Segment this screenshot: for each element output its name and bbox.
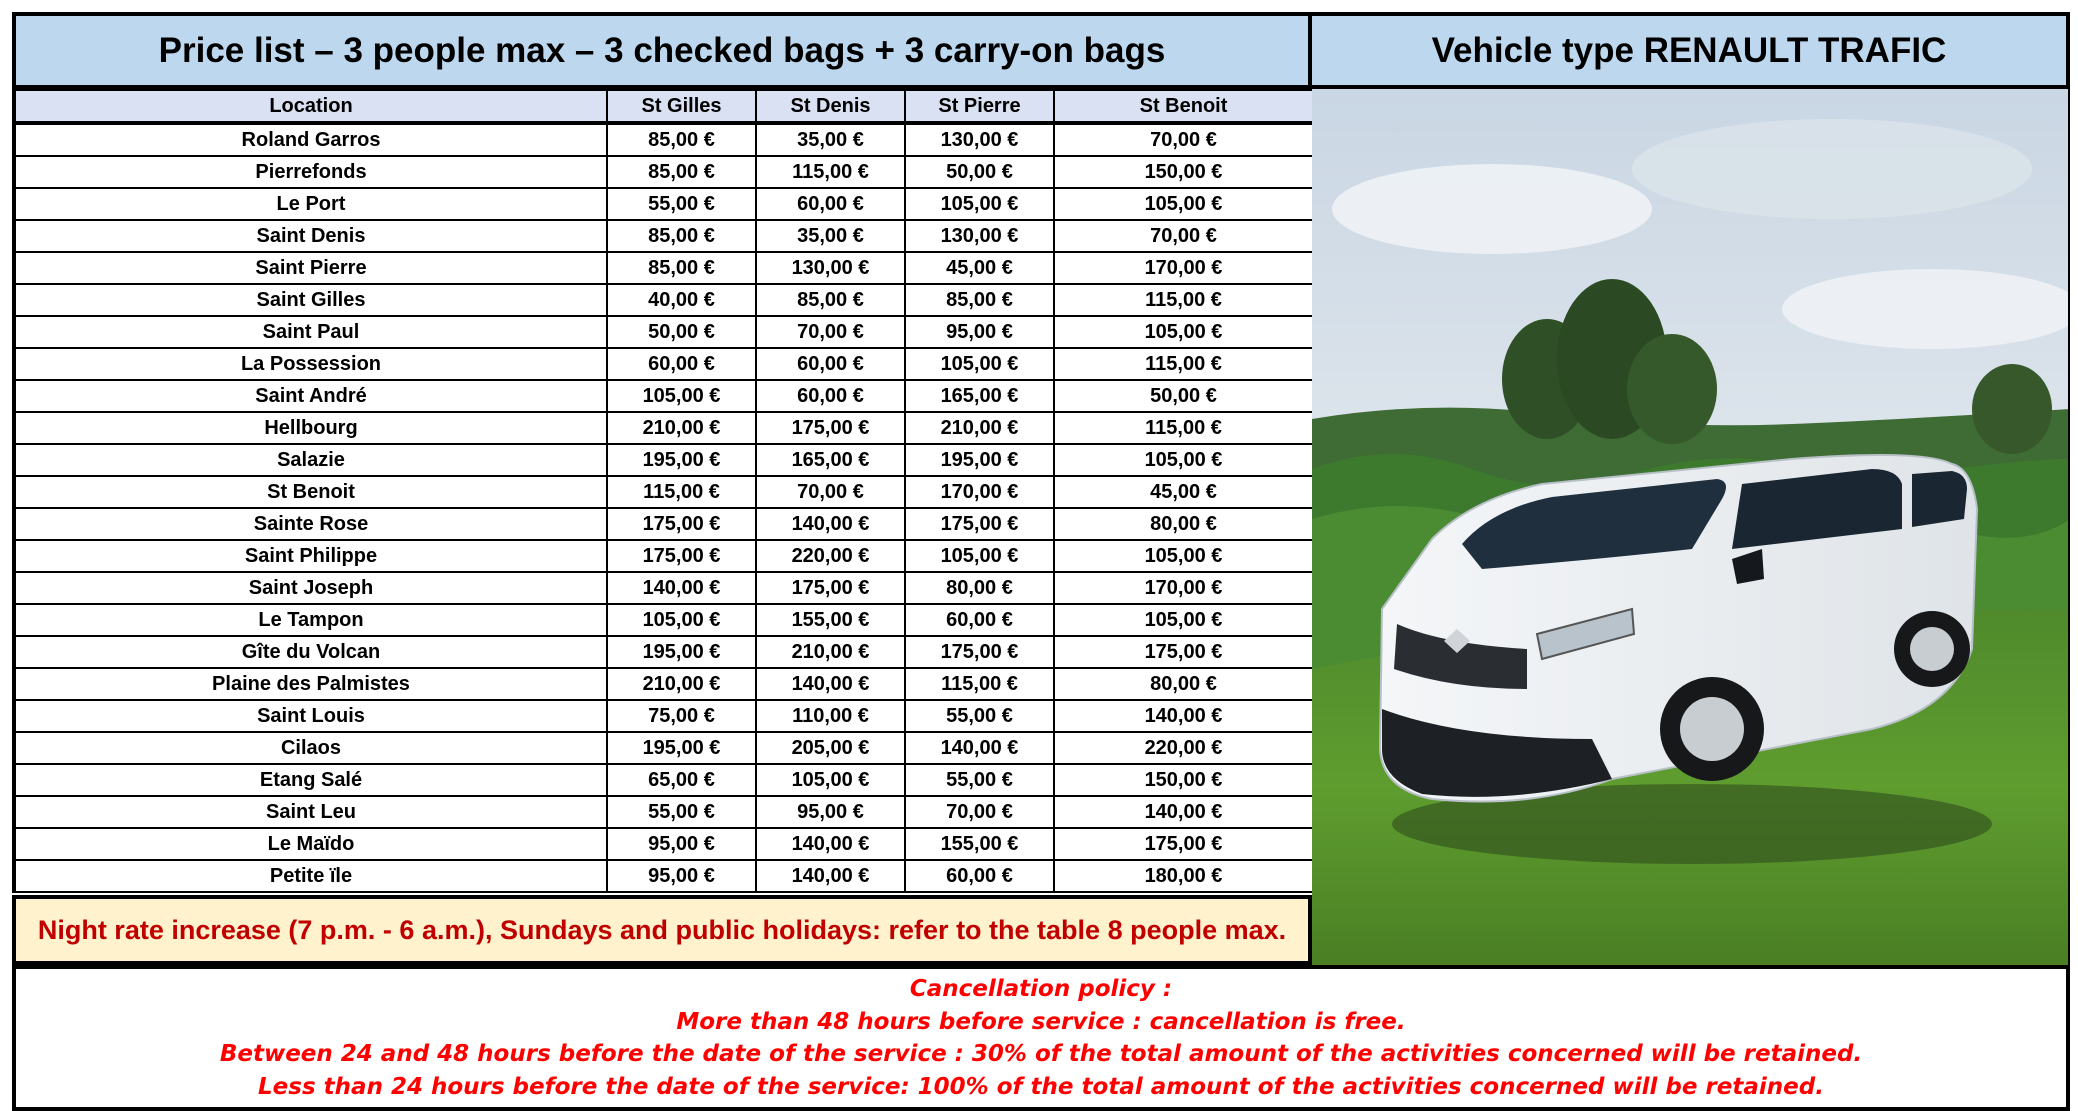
price-cell: 40,00 € xyxy=(607,284,756,316)
price-cell: 70,00 € xyxy=(905,796,1054,828)
table-row xyxy=(14,828,1314,860)
price-cell: 85,00 € xyxy=(607,220,756,252)
table-row xyxy=(14,220,1314,252)
price-cell: 80,00 € xyxy=(905,572,1054,604)
location-cell: Roland Garros xyxy=(14,123,607,156)
price-cell: 130,00 € xyxy=(756,252,905,284)
price-cell: 105,00 € xyxy=(905,188,1054,220)
vehicle-photo xyxy=(1312,89,2070,965)
price-cell: 115,00 € xyxy=(1054,348,1314,380)
price-cell: 115,00 € xyxy=(1054,284,1314,316)
price-cell: 70,00 € xyxy=(756,476,905,508)
price-cell: 210,00 € xyxy=(905,412,1054,444)
table-row xyxy=(14,123,1314,156)
price-cell: 175,00 € xyxy=(607,540,756,572)
price-cell: 140,00 € xyxy=(607,572,756,604)
price-cell: 155,00 € xyxy=(905,828,1054,860)
price-cell: 175,00 € xyxy=(1054,636,1314,668)
night-rate-note: Night rate increase (7 p.m. - 6 a.m.), Sundays and public holidays: refer to the table 8 people max. xyxy=(12,895,1312,965)
price-cell: 115,00 € xyxy=(905,668,1054,700)
price-cell: 150,00 € xyxy=(1054,764,1314,796)
location-cell: Plaine des Palmistes xyxy=(14,668,607,700)
column-header-destination: St Gilles xyxy=(607,90,756,123)
column-header-destination: St Denis xyxy=(756,90,905,123)
price-cell: 55,00 € xyxy=(905,700,1054,732)
location-cell: Petite ïle xyxy=(14,860,607,892)
column-header-destination: St Benoit xyxy=(1054,90,1314,123)
table-row xyxy=(14,476,1314,508)
table-row xyxy=(14,316,1314,348)
price-cell: 105,00 € xyxy=(1054,604,1314,636)
price-cell: 65,00 € xyxy=(607,764,756,796)
price-cell: 140,00 € xyxy=(756,860,905,892)
price-cell: 105,00 € xyxy=(1054,316,1314,348)
location-cell: Cilaos xyxy=(14,732,607,764)
price-cell: 105,00 € xyxy=(756,764,905,796)
price-cell: 85,00 € xyxy=(607,252,756,284)
price-cell: 140,00 € xyxy=(756,508,905,540)
price-cell: 105,00 € xyxy=(905,540,1054,572)
price-cell: 170,00 € xyxy=(1054,572,1314,604)
price-cell: 70,00 € xyxy=(1054,220,1314,252)
price-cell: 45,00 € xyxy=(1054,476,1314,508)
price-cell: 210,00 € xyxy=(607,412,756,444)
price-cell: 80,00 € xyxy=(1054,668,1314,700)
table-row xyxy=(14,572,1314,604)
price-cell: 95,00 € xyxy=(905,316,1054,348)
price-cell: 150,00 € xyxy=(1054,156,1314,188)
price-cell: 85,00 € xyxy=(905,284,1054,316)
location-cell: Saint Denis xyxy=(14,220,607,252)
cancellation-rule-48h: More than 48 hours before service : cancellation is free. xyxy=(676,1008,1406,1035)
price-cell: 70,00 € xyxy=(756,316,905,348)
price-cell: 155,00 € xyxy=(756,604,905,636)
location-cell: La Possession xyxy=(14,348,607,380)
price-cell: 35,00 € xyxy=(756,123,905,156)
price-cell: 95,00 € xyxy=(607,860,756,892)
price-cell: 195,00 € xyxy=(905,444,1054,476)
price-cell: 140,00 € xyxy=(1054,700,1314,732)
table-body xyxy=(14,123,1314,892)
price-cell: 105,00 € xyxy=(905,348,1054,380)
location-cell: Sainte Rose xyxy=(14,508,607,540)
price-table xyxy=(12,89,1316,893)
location-cell: Saint Louis xyxy=(14,700,607,732)
price-cell: 220,00 € xyxy=(1054,732,1314,764)
table-row xyxy=(14,700,1314,732)
table-row xyxy=(14,444,1314,476)
cancellation-rule-under-24h: Less than 24 hours before the date of the service: 100% of the total amount of the activities concerned will be retained. xyxy=(258,1074,1824,1101)
price-cell: 180,00 € xyxy=(1054,860,1314,892)
price-cell: 175,00 € xyxy=(756,572,905,604)
price-cell: 95,00 € xyxy=(607,828,756,860)
price-cell: 60,00 € xyxy=(607,348,756,380)
location-cell: Le Port xyxy=(14,188,607,220)
price-cell: 140,00 € xyxy=(756,668,905,700)
price-cell: 175,00 € xyxy=(905,636,1054,668)
price-cell: 175,00 € xyxy=(607,508,756,540)
location-cell: Saint Philippe xyxy=(14,540,607,572)
table-row xyxy=(14,636,1314,668)
price-cell: 130,00 € xyxy=(905,220,1054,252)
price-cell: 175,00 € xyxy=(756,412,905,444)
price-cell: 35,00 € xyxy=(756,220,905,252)
price-cell: 60,00 € xyxy=(756,188,905,220)
price-cell: 105,00 € xyxy=(607,380,756,412)
price-cell: 170,00 € xyxy=(1054,252,1314,284)
table-row xyxy=(14,796,1314,828)
location-cell: Saint Pierre xyxy=(14,252,607,284)
table-row xyxy=(14,188,1314,220)
price-cell: 75,00 € xyxy=(607,700,756,732)
table-row xyxy=(14,508,1314,540)
price-cell: 115,00 € xyxy=(756,156,905,188)
location-cell: Le Maïdo xyxy=(14,828,607,860)
column-header-destination: St Pierre xyxy=(905,90,1054,123)
price-cell: 165,00 € xyxy=(905,380,1054,412)
price-cell: 195,00 € xyxy=(607,444,756,476)
cancellation-rule-24-48h: Between 24 and 48 hours before the date of the service : 30% of the total amount of the activities concerned will be retained. xyxy=(219,1041,1863,1068)
table-row xyxy=(14,252,1314,284)
price-cell: 210,00 € xyxy=(756,636,905,668)
price-cell: 50,00 € xyxy=(607,316,756,348)
price-cell: 105,00 € xyxy=(1054,540,1314,572)
price-cell: 170,00 € xyxy=(905,476,1054,508)
price-cell: 175,00 € xyxy=(1054,828,1314,860)
price-cell: 50,00 € xyxy=(1054,380,1314,412)
price-cell: 140,00 € xyxy=(756,828,905,860)
table-header-row xyxy=(14,90,1314,123)
table-row xyxy=(14,348,1314,380)
price-cell: 115,00 € xyxy=(1054,412,1314,444)
price-cell: 205,00 € xyxy=(756,732,905,764)
price-cell: 140,00 € xyxy=(905,732,1054,764)
price-cell: 115,00 € xyxy=(607,476,756,508)
price-cell: 55,00 € xyxy=(607,796,756,828)
price-cell: 85,00 € xyxy=(756,284,905,316)
price-cell: 60,00 € xyxy=(905,860,1054,892)
table-row xyxy=(14,284,1314,316)
table-row xyxy=(14,156,1314,188)
price-cell: 105,00 € xyxy=(1054,444,1314,476)
location-cell: Etang Salé xyxy=(14,764,607,796)
price-list-title: Price list – 3 people max – 3 checked bags + 3 carry-on bags xyxy=(12,12,1312,89)
price-cell: 80,00 € xyxy=(1054,508,1314,540)
table-row xyxy=(14,764,1314,796)
location-cell: Saint Joseph xyxy=(14,572,607,604)
table-row xyxy=(14,604,1314,636)
column-header-location: Location xyxy=(14,90,607,123)
vehicle-title: Vehicle type RENAULT TRAFIC xyxy=(1312,12,2070,89)
table-row xyxy=(14,860,1314,892)
price-cell: 220,00 € xyxy=(756,540,905,572)
price-cell: 60,00 € xyxy=(756,380,905,412)
cancellation-title: Cancellation policy : xyxy=(909,975,1173,1002)
table-row xyxy=(14,380,1314,412)
price-cell: 70,00 € xyxy=(1054,123,1314,156)
price-cell: 55,00 € xyxy=(607,188,756,220)
price-cell: 60,00 € xyxy=(905,604,1054,636)
table-row xyxy=(14,668,1314,700)
location-cell: Salazie xyxy=(14,444,607,476)
location-cell: Le Tampon xyxy=(14,604,607,636)
price-sheet xyxy=(12,12,2070,1102)
location-cell: Saint André xyxy=(14,380,607,412)
price-cell: 165,00 € xyxy=(756,444,905,476)
price-cell: 60,00 € xyxy=(756,348,905,380)
table-row xyxy=(14,732,1314,764)
location-cell: Saint Gilles xyxy=(14,284,607,316)
location-cell: Saint Paul xyxy=(14,316,607,348)
price-cell: 55,00 € xyxy=(905,764,1054,796)
price-cell: 140,00 € xyxy=(1054,796,1314,828)
cancellation-policy xyxy=(12,965,2070,1111)
price-cell: 50,00 € xyxy=(905,156,1054,188)
location-cell: Gîte du Volcan xyxy=(14,636,607,668)
table-row xyxy=(14,540,1314,572)
price-cell: 105,00 € xyxy=(607,604,756,636)
location-cell: St Benoit xyxy=(14,476,607,508)
price-cell: 175,00 € xyxy=(905,508,1054,540)
price-cell: 85,00 € xyxy=(607,123,756,156)
location-cell: Pierrefonds xyxy=(14,156,607,188)
price-cell: 110,00 € xyxy=(756,700,905,732)
price-cell: 195,00 € xyxy=(607,732,756,764)
location-cell: Hellbourg xyxy=(14,412,607,444)
price-cell: 105,00 € xyxy=(1054,188,1314,220)
location-cell: Saint Leu xyxy=(14,796,607,828)
price-cell: 85,00 € xyxy=(607,156,756,188)
price-cell: 95,00 € xyxy=(756,796,905,828)
price-cell: 210,00 € xyxy=(607,668,756,700)
price-cell: 195,00 € xyxy=(607,636,756,668)
price-cell: 45,00 € xyxy=(905,252,1054,284)
table-row xyxy=(14,412,1314,444)
price-cell: 130,00 € xyxy=(905,123,1054,156)
